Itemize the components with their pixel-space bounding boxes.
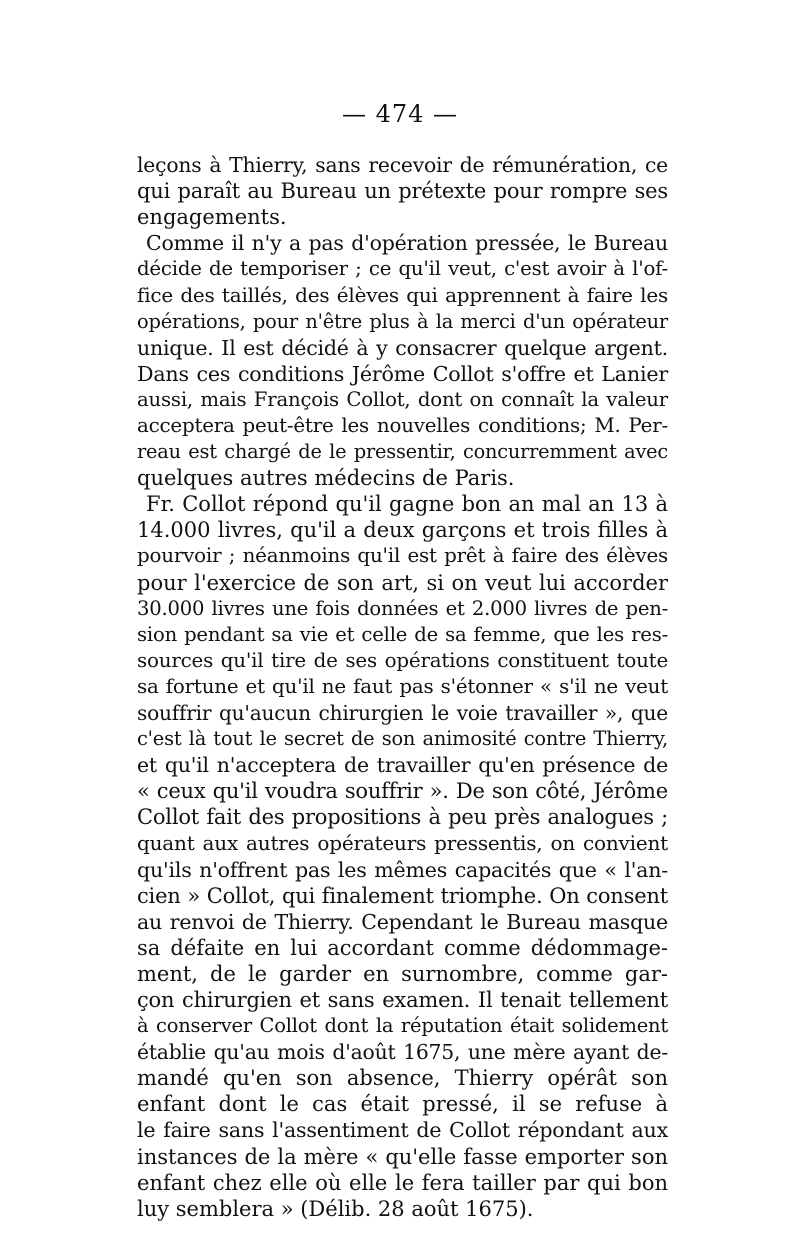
text-line: fice des taillés, des élèves qui apprennent à faire les: [137, 283, 668, 308]
text-line: 14.000 livres, qu'il a deux garçons et trois filles à: [137, 518, 668, 543]
text-line: unique. Il est décidé à y consacrer quelque argent.: [137, 335, 668, 360]
text-line: décide de temporiser ; ce qu'il veut, c'est avoir à l'of-: [137, 257, 668, 281]
text-line: cien » Collot, qui finalement triomphe. On consent: [137, 883, 668, 908]
text-line: reau est chargé de le pressentir, concurremment avec: [137, 440, 668, 464]
text-line: Collot fait des propositions à peu près analogues ;: [137, 805, 668, 830]
text-line: au renvoi de Thierry. Cependant le Bureau masque: [137, 909, 668, 934]
text-line: quelques autres médecins de Paris.: [137, 466, 515, 491]
text-line: instances de la mère « qu'elle fasse emporter son: [137, 1144, 668, 1169]
text-line: enfant chez elle où elle le fera tailler par qui bon: [137, 1170, 668, 1195]
text-line: engagements.: [137, 205, 287, 230]
text-line: Fr. Collot répond qu'il gagne bon an mal an 13 à: [146, 492, 668, 517]
text-line: ment, de le garder en surnombre, comme gar-: [137, 961, 668, 986]
text-line: le faire sans l'assentiment de Collot répondant aux: [137, 1118, 668, 1143]
text-line: leçons à Thierry, sans recevoir de rémunération, ce: [137, 153, 668, 177]
text-line: à conserver Collot dont la réputation était solidement: [137, 1014, 668, 1038]
text-line: pour l'exercice de son art, si on veut lui accorder: [137, 570, 668, 595]
text-line: sa fortune et qu'il ne faut pas s'étonner « s'il ne veut: [137, 674, 668, 698]
text-line: c'est là tout le secret de son animosité contre Thierry,: [137, 727, 668, 751]
text-line: établie qu'au mois d'août 1675, une mère ayant de-: [137, 1040, 668, 1065]
text-line: 30.000 livres une fois données et 2.000 livres de pen-: [137, 596, 668, 620]
text-line: qui paraît au Bureau un prétexte pour rompre ses: [137, 179, 668, 204]
text-line: qu'ils n'offrent pas les mêmes capacités que « l'an-: [137, 857, 668, 882]
text-line: enfant dont le cas était pressé, il se refuse à: [137, 1092, 668, 1117]
text-line: acceptera peut-être les nouvelles conditions; M. Per-: [137, 413, 668, 437]
body-text: [137, 152, 668, 1222]
text-line: Comme il n'y a pas d'opération pressée, le Bureau: [146, 231, 668, 256]
text-line: « ceux qu'il voudra souffrir ». De son côté, Jérôme: [137, 779, 668, 804]
text-line: sa défaite en lui accordant comme dédommage-: [137, 935, 668, 960]
text-line: quant aux autres opérateurs pressentis, on convient: [137, 831, 668, 856]
text-line: et qu'il n'acceptera de travailler qu'en présence de: [137, 753, 668, 778]
text-line: pourvoir ; néanmoins qu'il est prêt à faire des élèves: [137, 544, 668, 568]
text-line: mandé qu'en son absence, Thierry opérât son: [137, 1066, 668, 1091]
text-line: luy semblera » (Délib. 28 août 1675).: [137, 1196, 534, 1221]
text-line: souffrir qu'aucun chirurgien le voie travailler », que: [137, 700, 668, 725]
page-number: — 474 —: [341, 100, 459, 128]
text-line: sources qu'il tire de ses opérations constituent toute: [137, 648, 668, 672]
text-line: Dans ces conditions Jérôme Collot s'offre et Lanier: [137, 361, 668, 386]
text-line: opérations, pour n'être plus à la merci d'un opérateur: [137, 309, 668, 333]
text-line: aussi, mais François Collot, dont on connaît la valeur: [137, 387, 668, 411]
text-line: sion pendant sa vie et celle de sa femme, que les res-: [137, 622, 668, 646]
text-line: çon chirurgien et sans examen. Il tenait tellement: [137, 988, 668, 1012]
